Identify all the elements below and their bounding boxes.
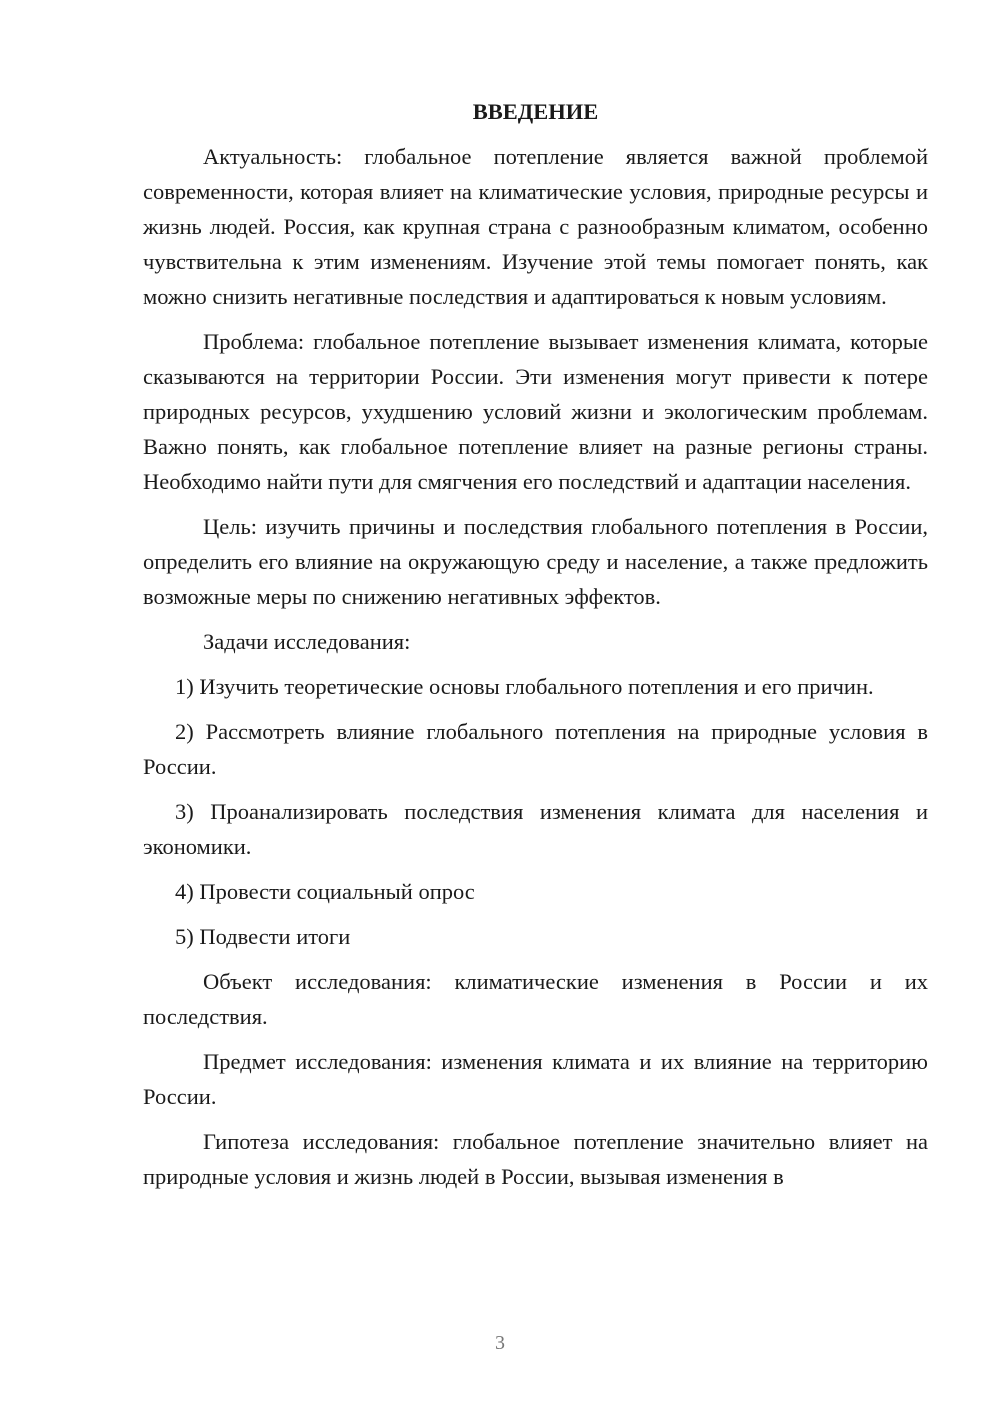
paragraph-subject: Предмет исследования: изменения климата и их влияние на территорию России.	[143, 1049, 928, 1109]
paragraph-problem: Проблема: глобальное потепление вызывает изменения климата, которые сказываются на территории России. Эти изменения могут привести к потере природных ресурсов, ухудшению условий жизни и экологическим проблемам. Важно понять, как глобальное потепление влияет на разные регионы страны. Необходимо найти пути для смягчения его последствий и адаптации населения.	[143, 329, 928, 494]
task-item-4: 4) Провести социальный опрос	[175, 879, 475, 904]
paragraph-hypothesis: Гипотеза исследования: глобальное потепление значительно влияет на природные условия и жизнь людей в России, вызывая изменения в	[143, 1129, 928, 1189]
section-title: ВВЕДЕНИЕ	[472, 99, 599, 124]
task-item-1: 1) Изучить теоретические основы глобального потепления и его причин.	[175, 674, 874, 699]
paragraph-object: Объект исследования: климатические изменения в России и их последствия.	[143, 969, 928, 1029]
paragraph-tasks-heading: Задачи исследования:	[203, 629, 411, 654]
task-item-5: 5) Подвести итоги	[175, 924, 351, 949]
paragraph-goal: Цель: изучить причины и последствия глобального потепления в России, определить его влияние на окружающую среду и население, а также предложить возможные меры по снижению негативных эффектов.	[143, 514, 928, 609]
task-item-2: 2) Рассмотреть влияние глобального потепления на природные условия в России.	[143, 719, 928, 779]
task-item-3: 3) Проанализировать последствия изменения климата для населения и экономики.	[143, 799, 928, 859]
page-number: 3	[495, 1332, 505, 1354]
paragraph-relevance: Актуальность: глобальное потепление является важной проблемой современности, которая влияет на климатические условия, природные ресурсы и жизнь людей. Россия, как крупная страна с разнообразным климатом, особенно чувствительна к этим изменениям. Изучение этой темы помогает понять, как можно снизить негативные последствия и адаптироваться к новым условиям.	[143, 144, 928, 309]
page-content	[143, 94, 928, 1204]
